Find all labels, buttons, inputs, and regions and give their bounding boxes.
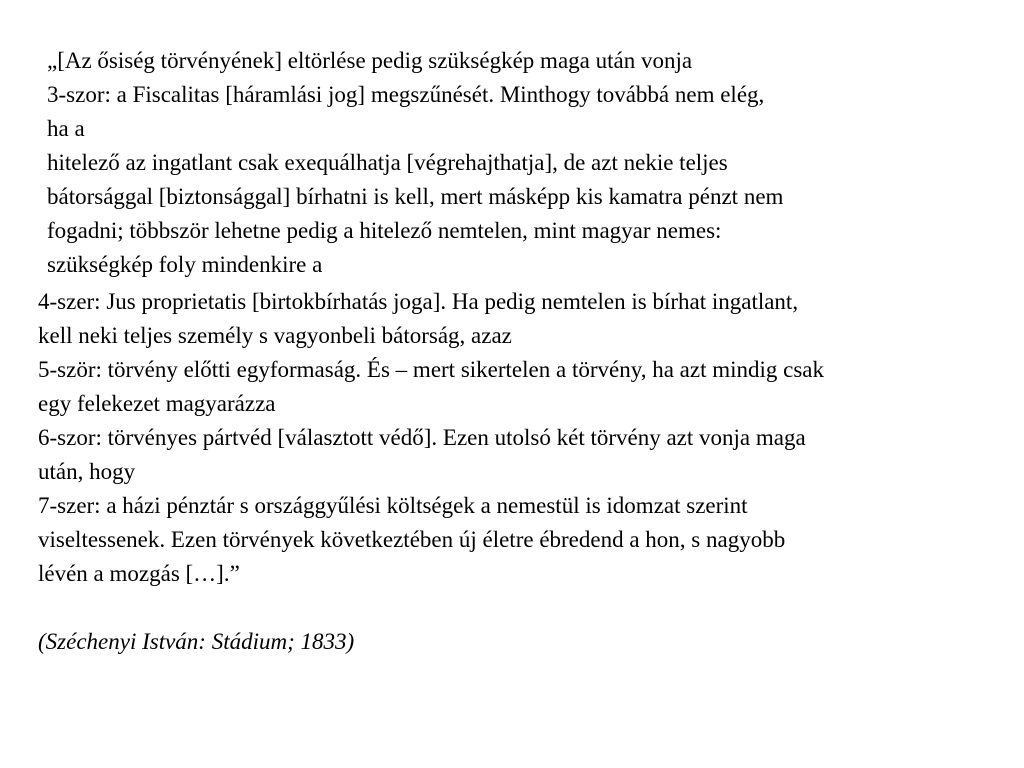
quote-line: ha a xyxy=(47,116,85,141)
citation: (Széchenyi István: Stádium; 1833) xyxy=(38,629,355,654)
quote-line: 5-ször: törvény előtti egyformaság. És – mert sikertelen a törvény, ha azt mindig csak xyxy=(38,357,825,382)
quote-block-2 xyxy=(38,285,1018,659)
quote-line: 7-szer: a házi pénztár s országgyűlési költségek a nemestül is idomzat szerint xyxy=(38,493,748,518)
paragraph-spacer xyxy=(38,591,1018,625)
quote-line: 4-szer: Jus proprietatis [birtokbírhatás joga]. Ha pedig nemtelen is bírhat ingatlant, xyxy=(38,289,799,314)
quote-line: 3-szor: a Fiscalitas [háramlási jog] megszűnését. Minthogy továbbá nem elég, xyxy=(47,82,765,107)
quote-line: lévén a mozgás […].” xyxy=(38,561,240,586)
quote-line: hitelező az ingatlant csak exequálhatja [végrehajthatja], de azt nekie teljes xyxy=(47,150,728,175)
quote-line: fogadni; többször lehetne pedig a hitelező nemtelen, mint magyar nemes: xyxy=(47,218,722,243)
quote-line: szükségkép foly mindenkire a xyxy=(47,252,323,277)
quote-line: viseltessenek. Ezen törvények következtében új életre ébredend a hon, s nagyobb xyxy=(38,527,786,552)
quote-line: egy felekezet magyarázza xyxy=(38,391,276,416)
quote-line: bátorsággal [biztonsággal] bírhatni is kell, mert másképp kis kamatra pénzt nem xyxy=(47,184,784,209)
quote-line: „[Az ősiség törvényének] eltörlése pedig szükségkép maga után vonja xyxy=(47,48,693,73)
quote-line: után, hogy xyxy=(38,459,136,484)
quote-line: 6-szor: törvényes pártvéd [választott védő]. Ezen utolsó két törvény azt vonja maga xyxy=(38,425,806,450)
quote-line: kell neki teljes személy s vagyonbeli bátorság, azaz xyxy=(38,323,512,348)
quote-block-1 xyxy=(47,44,1007,282)
